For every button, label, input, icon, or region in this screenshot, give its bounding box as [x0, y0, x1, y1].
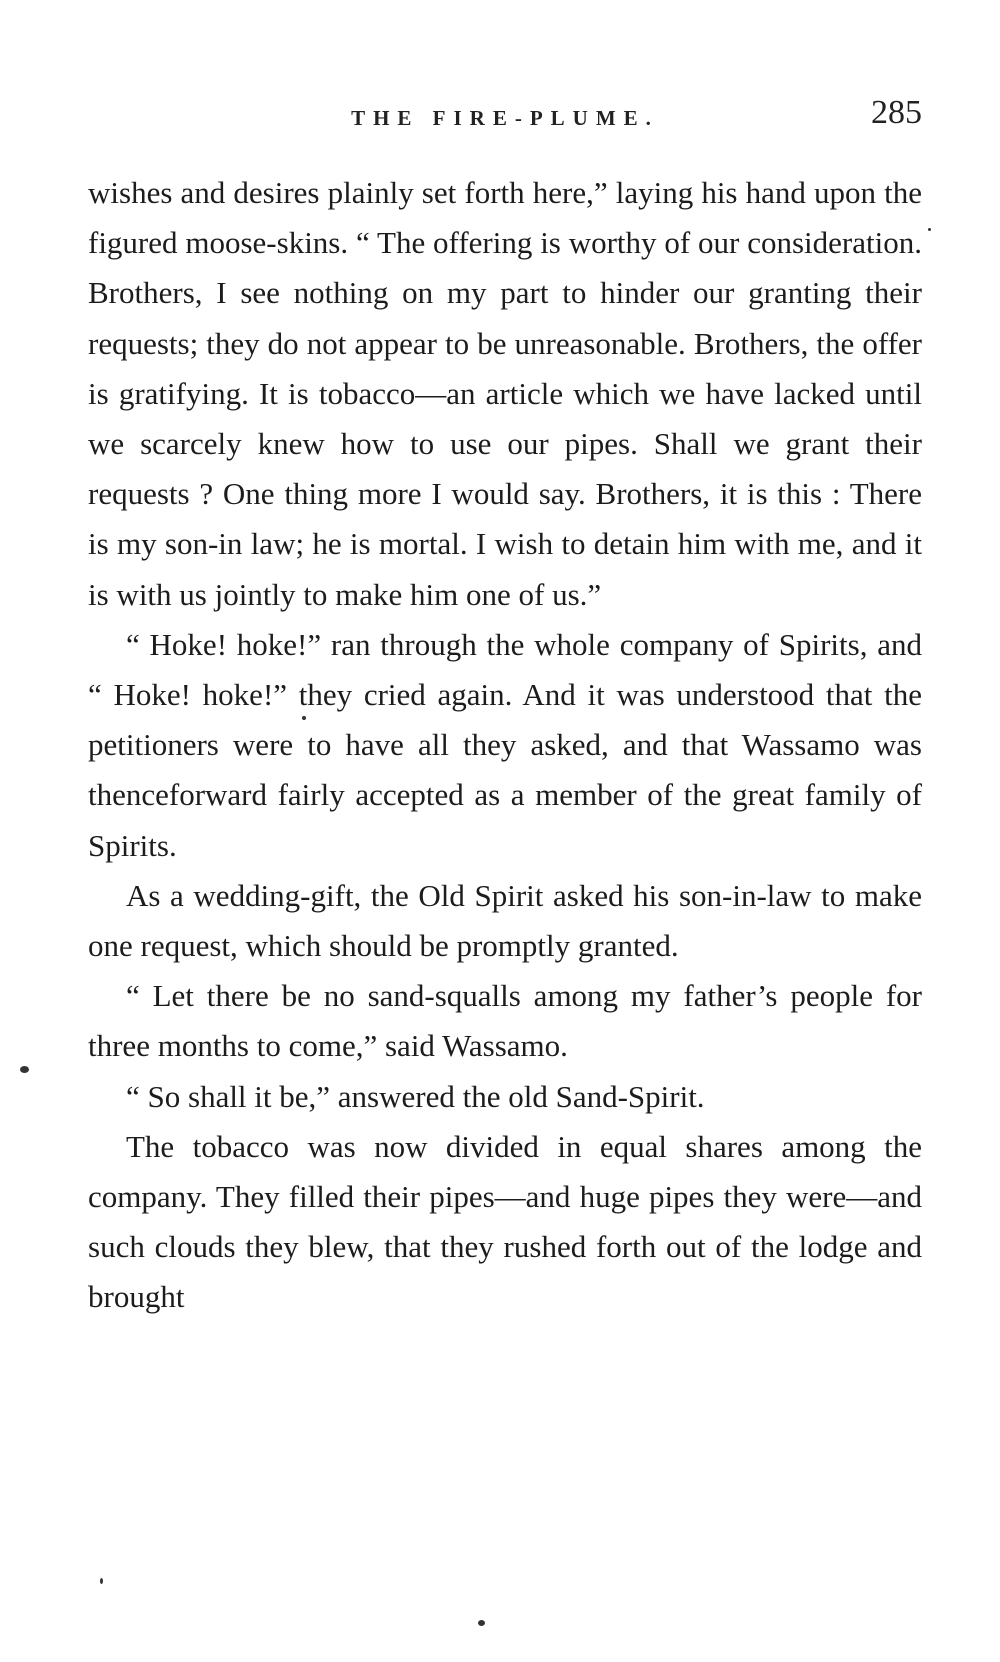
body-text	[88, 168, 922, 1323]
paragraph-1: wishes and desires plainly set forth here,” laying his hand upon the figured moose-skins. “ The offering is worthy of our consideration. Brothers, I see nothing on my part to hinder our granting their requests; they do not appear to be unreasonable. Brothers, the offer is gratifying. It is tobacco—an article which we have lacked until we scarcely knew how to use our pipes. Shall we grant their requests ? One thing more I would say. Brothers, it is this : There is my son-in law; he is mortal. I wish to detain him with me, and it is with us jointly to make him one of us.”	[88, 175, 922, 612]
print-speck	[302, 716, 306, 720]
print-speck	[20, 1066, 29, 1073]
print-speck	[478, 1620, 485, 1626]
paragraph-6: The tobacco was now divided in equal shares among the company. They filled their pipes—and huge pipes they were—and such clouds they blew, that they rushed forth out of the lodge and brought	[88, 1128, 922, 1315]
print-speck	[928, 228, 931, 231]
running-head	[88, 94, 922, 144]
page-number: 285	[871, 94, 922, 131]
paragraph-2: “ Hoke! hoke!” ran through the whole company of Spirits, and “ Hoke! hoke!” they cried again. And it was understood that the petitioners were to have all they asked, and that Wassamo was thenceforward fairly accepted as a member of the great family of Spirits.	[88, 626, 922, 863]
print-speck	[100, 1578, 103, 1584]
paragraph-5: “ So shall it be,” answered the old Sand-Spirit.	[126, 1078, 705, 1114]
paragraph-4: “ Let there be no sand-squalls among my father’s people for three months to come,” said Wassamo.	[88, 978, 922, 1064]
running-title: THE FIRE-PLUME.	[351, 106, 659, 130]
paragraph-3: As a wedding-gift, the Old Spirit asked his son-in-law to make one request, which should be promptly granted.	[88, 877, 922, 964]
